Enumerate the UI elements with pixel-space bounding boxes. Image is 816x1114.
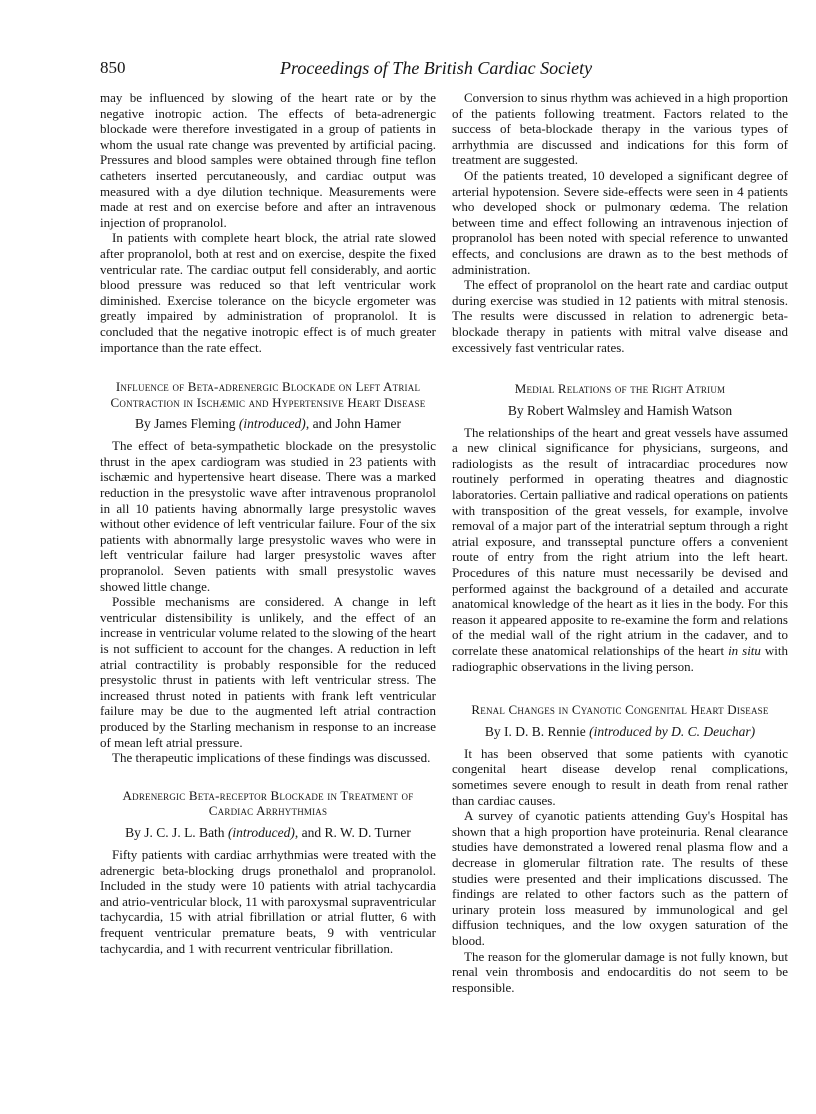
paragraph: The effect of beta-sympathetic blockade on the presystolic thrust in the apex cardiogram was studied in 23 patients with ischæmic and hypertensive heart disease. There was a marked reduction in the presystolic wave after intravenous propranolol in all 10 patients having abnormally large presystolic waves without other evidence of left ventricular failure. Four of the six patients with abnormally large presystolic waves who were in left ventricular failure had larger presystolic waves after propranolol. Seven patients with small presystolic waves showed little change. [100, 438, 436, 594]
section-authors [100, 416, 436, 432]
section-title: Renal Changes in Cyanotic Congenital Heart Disease [471, 702, 769, 718]
author-note: (introduced) [227, 824, 295, 840]
section-title: Adrenergic Beta-receptor Blockade in Treatment of Cardiac Arrhythmias [122, 787, 414, 819]
text-run: with radiographic observations in the living person. [452, 643, 788, 674]
author-note: (introduced) [238, 416, 306, 432]
paragraph: may be influenced by slowing of the heart rate or by the negative inotropic action. The effects of beta-adrenergic blockade were therefore investigated in a group of patients in whom the usual rate change was prevented by artificial pacing. Pressures and blood samples were obtained through fine teflon catheters inserted percutaneously, and cardiac output was measured with a dye dilution technique. Measurements were made at rest and on exercise before and after an intravenous injection of propranolol. [100, 90, 436, 230]
right-column [452, 90, 788, 995]
paragraph: The reason for the glomerular damage is not fully known, but renal vein thrombosis and endocarditis do not seem to be responsible. [452, 948, 788, 995]
left-column [100, 90, 436, 956]
paragraph: The therapeutic implications of these findings was discussed. [112, 750, 431, 766]
paragraph: In patients with complete heart block, the atrial rate slowed after propranolol, both at rest and on exercise, despite the fixed ventricular rate. The cardiac output fell considerably, and aortic blood pressure was reduced so that left ventricular work diminished. Exercise tolerance on the bicycle ergometer was greatly impaired by administration of propranolol. It is concluded that the negative inotropic effect is of much greater importance than the rate effect. [100, 230, 436, 355]
author-text: , and John Hamer [305, 416, 402, 432]
author-note: (introduced by D. C. Deuchar) [589, 723, 756, 739]
author-text: By I. D. B. Rennie [484, 723, 586, 739]
page-header [100, 58, 734, 82]
author-text: By J. C. J. L. Bath [125, 824, 225, 840]
author-text: By James Fleming [134, 416, 236, 432]
author-text: , and R. W. D. Turner [294, 824, 411, 840]
page-number: 850 [100, 58, 126, 77]
running-head: Proceedings of The British Cardiac Society [280, 58, 593, 78]
italic-text: in situ [728, 643, 761, 658]
paragraph: A survey of cyanotic patients attending Guy's Hospital has shown that a high proportion have proteinuria. Renal clearance studies have demonstrated a lowered renal plasma flow and a decrease in glomerular filtration rate. The results of these studies were presented and their implications discussed. The findings are related to other factors such as the pattern of urinary protein loss measured by immunological and gel diffusion techniques, and the low oxygen saturation of the blood. [452, 808, 788, 948]
paragraph: Fifty patients with cardiac arrhythmias were treated with the adrenergic beta-blocking drugs pronethalol and propranolol. Included in the study were 10 patients with atrial tachycardia and atrio-ventricular block, 11 with paroxysmal supraventricular tachycardia, 15 with atrial fibrillation or atrial flutter, 6 with frequent ventricular premature beats, 9 with ventricular tachycardia, and 1 with recurrent ventricular fibrillation. [100, 846, 436, 956]
section-title: Influence of Beta-adrenergic Blockade on Left Atrial Contraction in Ischæmic and Hypertensive Heart Disease [110, 379, 426, 410]
paragraph: Possible mechanisms are considered. A change in left ventricular distensibility is unlikely, and the effect of an increase in ventricular volume related to the slowing of the heart is not sufficient to account for the changes. A reduction in left atrial contractility is probably responsible for the reduced presystolic thrust in patients with left ventricular stress. The increased thrust noted in patients with frank left ventricular failure may be due to the augmented left atrial contraction produced by the Starling mechanism in response to an increase of mean left atrial pressure. [100, 594, 436, 750]
paragraph: The effect of propranolol on the heart rate and cardiac output during exercise was studied in 12 patients with mitral stenosis. The results were discussed in relation to adrenergic beta-blockade therapy in patients with mitral valve disease and excessively fast ventricular rates. [452, 277, 788, 355]
section-title: Medial Relations of the Right Atrium [514, 381, 726, 397]
section-authors [452, 724, 788, 740]
paragraph [452, 425, 788, 675]
paragraph: It has been observed that some patients with cyanotic congenital heart disease develop renal complications, sometimes severe enough to result in death from renal rather than cardiac causes. [452, 745, 788, 808]
section-authors [100, 825, 436, 841]
text-run: The relationships of the heart and great vessels have assumed a new clinical significance for physicians, surgeons, and radiologists as the result of intracardiac procedures now routinely performed in operating theatres and diagnostic laboratories. Certain palliative and radical operations on patients with transposition of the great vessels, for example, involve removal of a major part of the interatrial septum through a right atrial exposure, and transseptal puncture offers a convenient route of entry from the right atrium into the left heart. Procedures of this nature must necessarily be devised and performed against the background of a detailed and accurate anatomical knowledge of the heart as it lies in the body. For this reason it appeared apposite to re-examine the form and relations of the medial wall of the right atrium in the cadaver, and to correlate these anatomical relationships of the heart [452, 424, 788, 658]
paragraph: Conversion to sinus rhythm was achieved in a high proportion of the patients following treatment. Factors related to the success of beta-blockade therapy in the various types of arrhythmia are discussed and indications for this form of treatment are suggested. [452, 90, 788, 168]
section-authors: By Robert Walmsley and Hamish Watson [507, 402, 733, 418]
paragraph: Of the patients treated, 10 developed a significant degree of arterial hypotension. Severe side-effects were seen in 4 patients who developed shock or pulmonary œdema. The relation between time and effect following an intravenous injection of propranolol has been noted with special reference to unwanted effects, and conclusions are drawn as to the best methods of administration. [452, 167, 788, 277]
